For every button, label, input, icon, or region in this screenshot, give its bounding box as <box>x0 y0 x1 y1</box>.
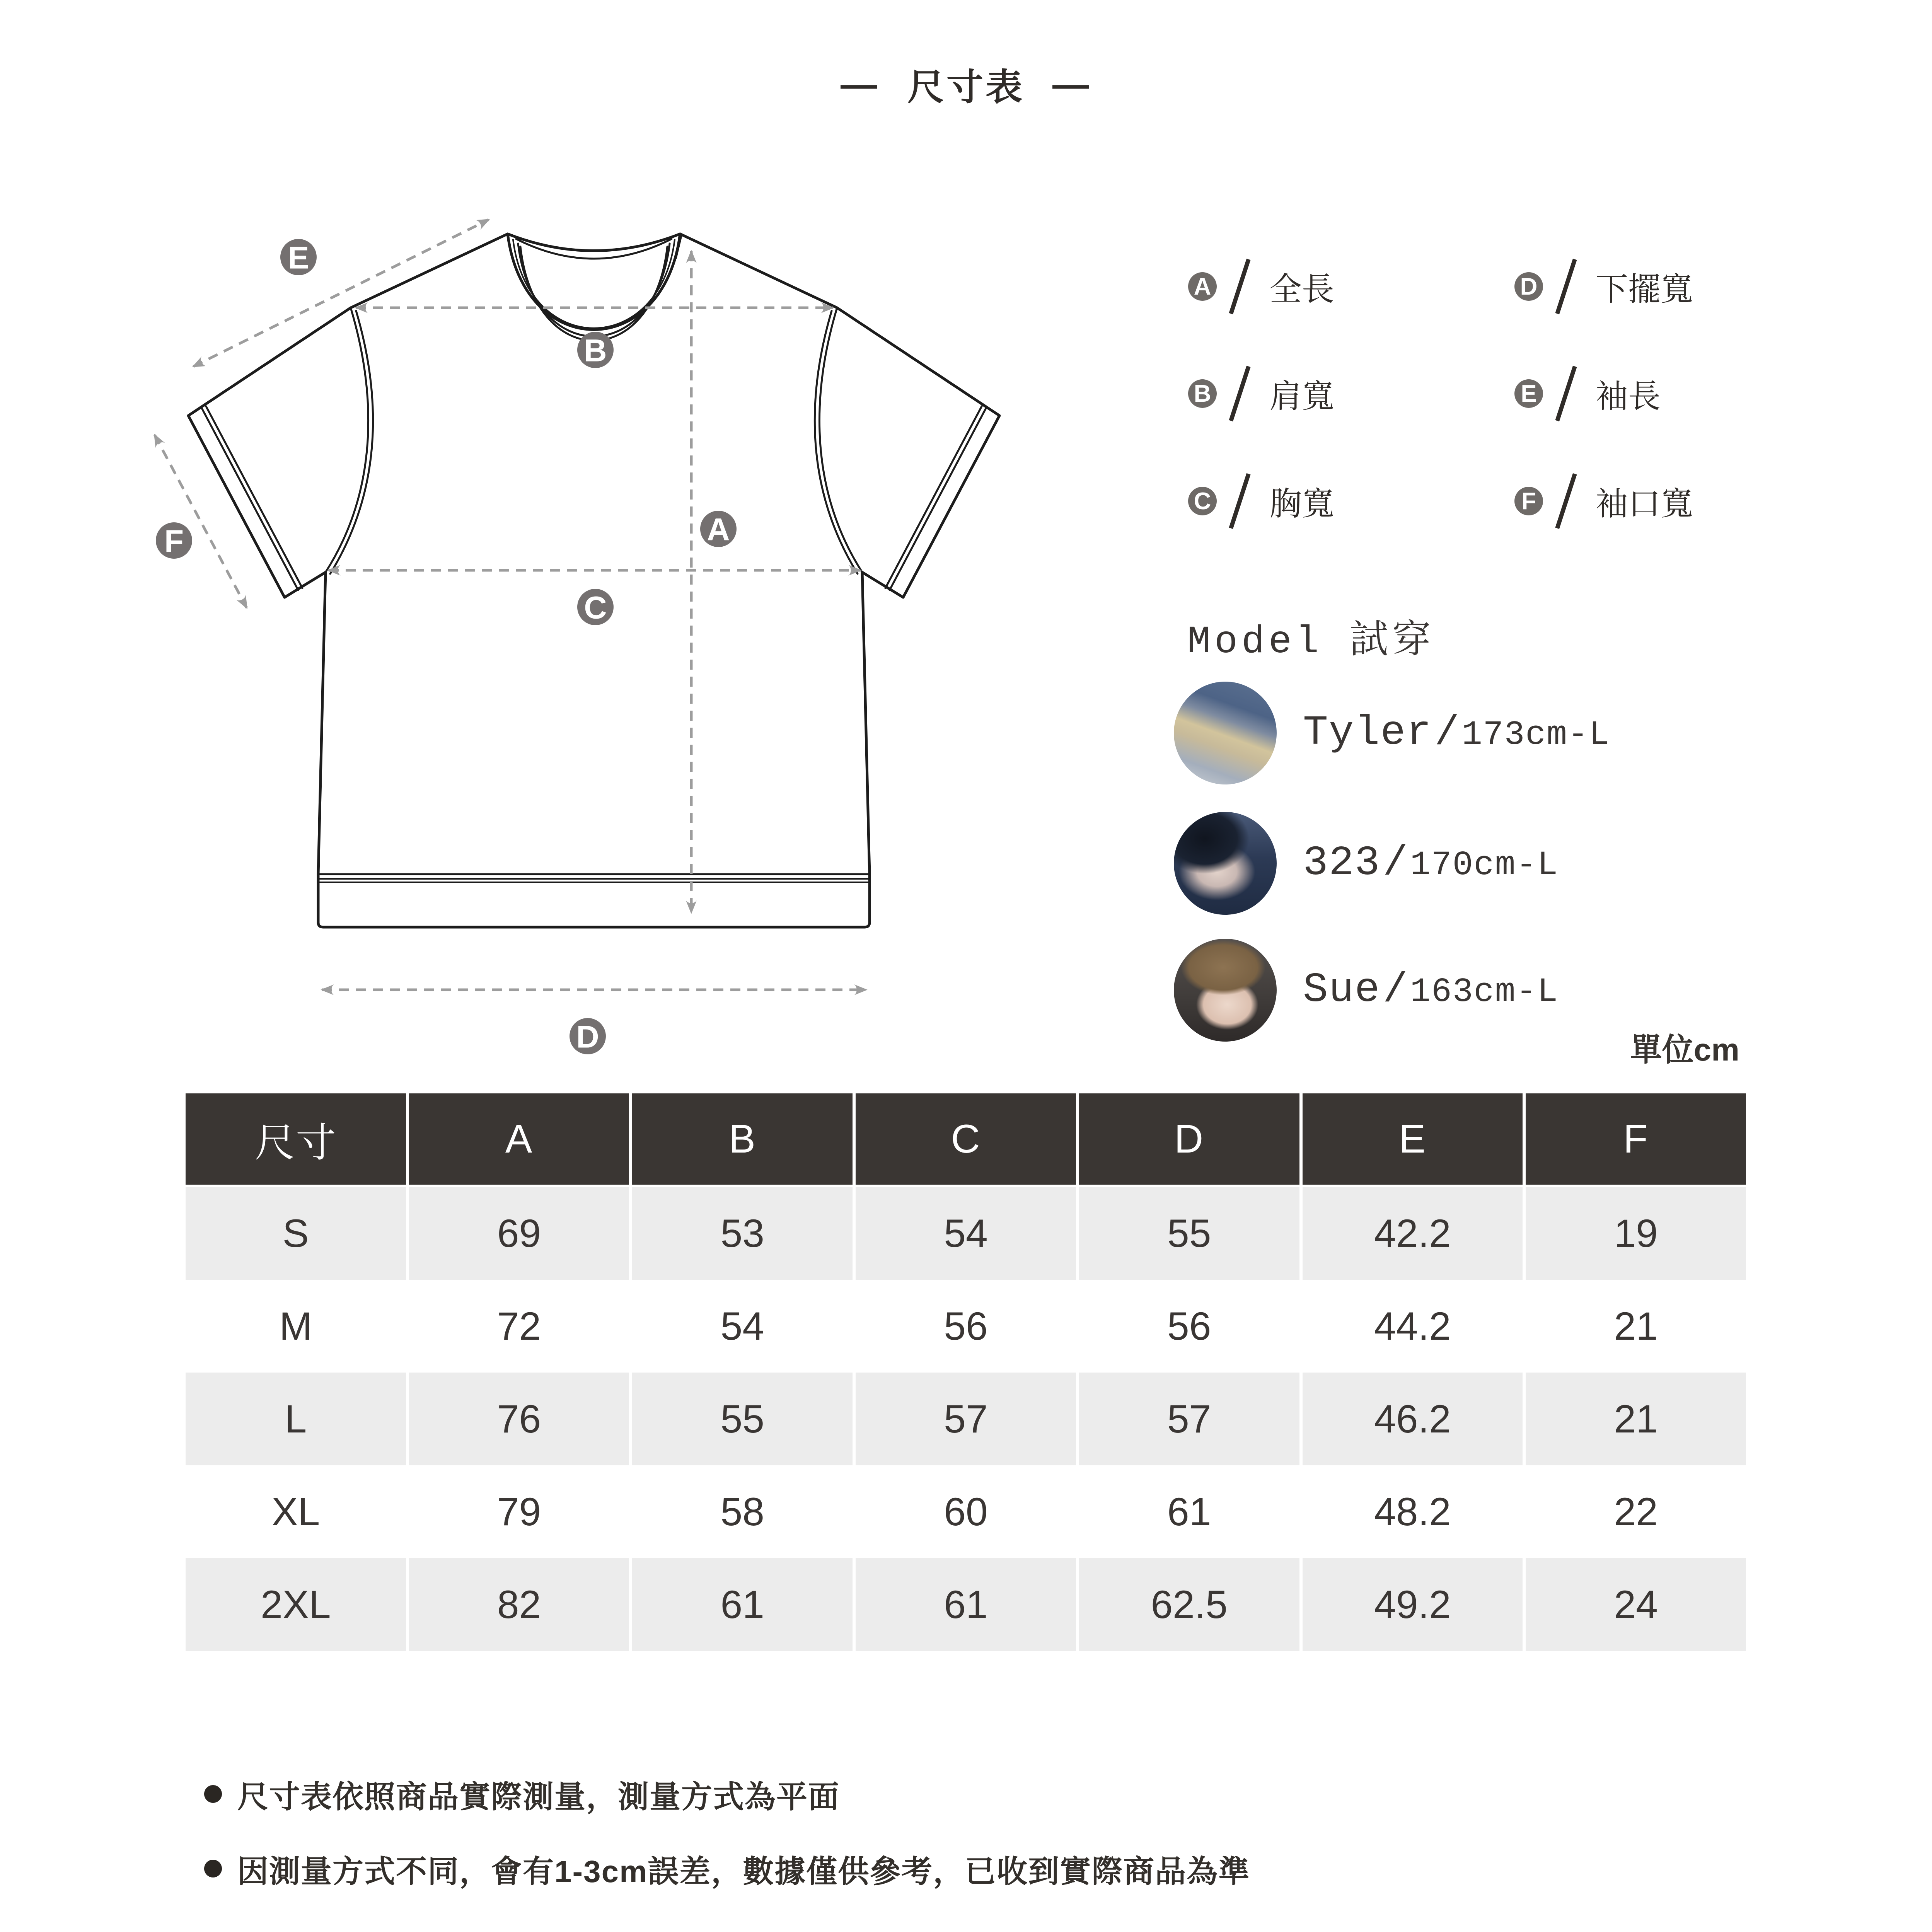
table-cell: 21 <box>1526 1280 1746 1373</box>
legend-label: 下擺寬 <box>1596 271 1693 307</box>
table-cell: 58 <box>632 1465 853 1558</box>
size-table <box>186 1093 1746 1651</box>
unit-label: 單位cm <box>1630 1032 1739 1067</box>
badge-d-letter: D <box>576 1019 599 1055</box>
table-header-cell: 尺寸 <box>186 1093 406 1185</box>
table-cell: 76 <box>409 1373 629 1465</box>
model-name-separator: / <box>1383 967 1408 1014</box>
model-avatar-tyler <box>1174 682 1277 784</box>
bullet-icon <box>204 1785 222 1803</box>
slash-separator <box>1554 256 1579 317</box>
model-section-title: Model 試穿 <box>1187 621 1435 664</box>
legend-item-b <box>1188 363 1334 425</box>
table-cell: 57 <box>856 1373 1076 1465</box>
legend-item-e <box>1514 363 1661 425</box>
badge-e-letter: E <box>288 240 309 276</box>
legend-label: 全長 <box>1269 271 1335 307</box>
slash-separator <box>1228 363 1252 425</box>
legend-badge-e: E <box>1514 379 1543 408</box>
table-cell: 61 <box>856 1558 1076 1651</box>
table-cell: 61 <box>1079 1465 1299 1558</box>
legend-item-d <box>1514 256 1693 317</box>
table-cell: 55 <box>1079 1187 1299 1280</box>
model-name-separator: / <box>1434 709 1460 757</box>
note-row-1 <box>204 1777 840 1814</box>
bullet-icon <box>204 1860 222 1877</box>
table-cell: XL <box>186 1465 406 1558</box>
table-cell: 56 <box>856 1280 1076 1373</box>
table-cell: 72 <box>409 1280 629 1373</box>
legend-badge-f: F <box>1514 487 1543 515</box>
legend-item-c <box>1188 470 1334 532</box>
legend-label: 胸寬 <box>1269 485 1335 522</box>
title-right-dash: — <box>1052 63 1091 105</box>
table-cell: 56 <box>1079 1280 1299 1373</box>
table-cell: 62.5 <box>1079 1558 1299 1651</box>
table-header-cell: E <box>1303 1093 1523 1185</box>
table-cell: 82 <box>409 1558 629 1651</box>
slash-separator <box>1554 363 1579 425</box>
table-cell: 60 <box>856 1465 1076 1558</box>
table-header-cell: B <box>632 1093 853 1185</box>
slash-separator <box>1228 256 1252 317</box>
table-cell: 24 <box>1526 1558 1746 1651</box>
table-cell: 19 <box>1526 1187 1746 1280</box>
table-cell: 53 <box>632 1187 853 1280</box>
badge-c-letter: C <box>584 590 607 626</box>
legend-label: 袖長 <box>1596 378 1661 414</box>
table-header-cell: D <box>1079 1093 1299 1185</box>
badge-a-letter: A <box>707 512 730 547</box>
table-cell: 2XL <box>186 1558 406 1651</box>
model-avatar-sue <box>1174 939 1277 1042</box>
table-cell: 54 <box>856 1187 1076 1280</box>
legend-item-a <box>1188 256 1334 317</box>
size-table-body <box>186 1187 1746 1651</box>
table-cell: 42.2 <box>1303 1187 1523 1280</box>
slash-separator <box>1228 470 1252 532</box>
note-row-2 <box>204 1852 1250 1889</box>
title-text: 尺寸表 <box>907 67 1025 108</box>
badge-b-letter: B <box>584 333 607 368</box>
table-cell: S <box>186 1187 406 1280</box>
legend-item-f <box>1514 470 1693 532</box>
table-cell: 22 <box>1526 1465 1746 1558</box>
table-cell: 44.2 <box>1303 1280 1523 1373</box>
table-cell: M <box>186 1280 406 1373</box>
page-title <box>0 58 1932 111</box>
model-text <box>1303 967 1559 1014</box>
model-text <box>1303 840 1559 887</box>
model-height-size: 163cm-L <box>1410 973 1559 1011</box>
table-header-cell: F <box>1526 1093 1746 1185</box>
model-name: 323 <box>1303 840 1381 887</box>
model-height-size: 173cm-L <box>1461 716 1610 754</box>
model-height-size: 170cm-L <box>1410 846 1559 885</box>
table-header-cell: A <box>409 1093 629 1185</box>
table-cell: L <box>186 1373 406 1465</box>
model-avatar-323 <box>1174 812 1277 915</box>
table-cell: 69 <box>409 1187 629 1280</box>
size-table-header <box>186 1093 1746 1185</box>
table-cell: 48.2 <box>1303 1465 1523 1558</box>
table-cell: 46.2 <box>1303 1373 1523 1465</box>
legend-label: 袖口寬 <box>1596 485 1693 522</box>
model-name-separator: / <box>1383 840 1408 887</box>
legend-badge-c: C <box>1188 487 1217 515</box>
table-cell: 61 <box>632 1558 853 1651</box>
table-cell: 54 <box>632 1280 853 1373</box>
model-name: Tyler <box>1303 709 1432 757</box>
title-left-dash: — <box>840 63 880 105</box>
model-item-tyler <box>1174 682 1610 784</box>
legend-badge-a: A <box>1188 272 1217 301</box>
table-cell: 57 <box>1079 1373 1299 1465</box>
legend-badge-d: D <box>1514 272 1543 301</box>
legend-badge-b: B <box>1188 379 1217 408</box>
model-item-sue <box>1174 939 1559 1042</box>
model-item-323 <box>1174 812 1559 915</box>
table-cell: 21 <box>1526 1373 1746 1465</box>
table-header-cell: C <box>856 1093 1076 1185</box>
slash-separator <box>1554 470 1579 532</box>
tshirt-measurement-diagram <box>147 186 1048 1059</box>
legend-label: 肩寬 <box>1269 378 1335 414</box>
model-text <box>1303 709 1610 757</box>
table-cell: 79 <box>409 1465 629 1558</box>
note-text: 尺寸表依照商品實際測量，測量方式為平面 <box>237 1779 840 1814</box>
badge-f-letter: F <box>164 523 184 559</box>
table-cell: 55 <box>632 1373 853 1465</box>
model-name: Sue <box>1303 967 1381 1014</box>
note-text: 因測量方式不同，會有1-3cm誤差，數據僅供參考，已收到實際商品為準 <box>237 1854 1250 1889</box>
table-cell: 49.2 <box>1303 1558 1523 1651</box>
